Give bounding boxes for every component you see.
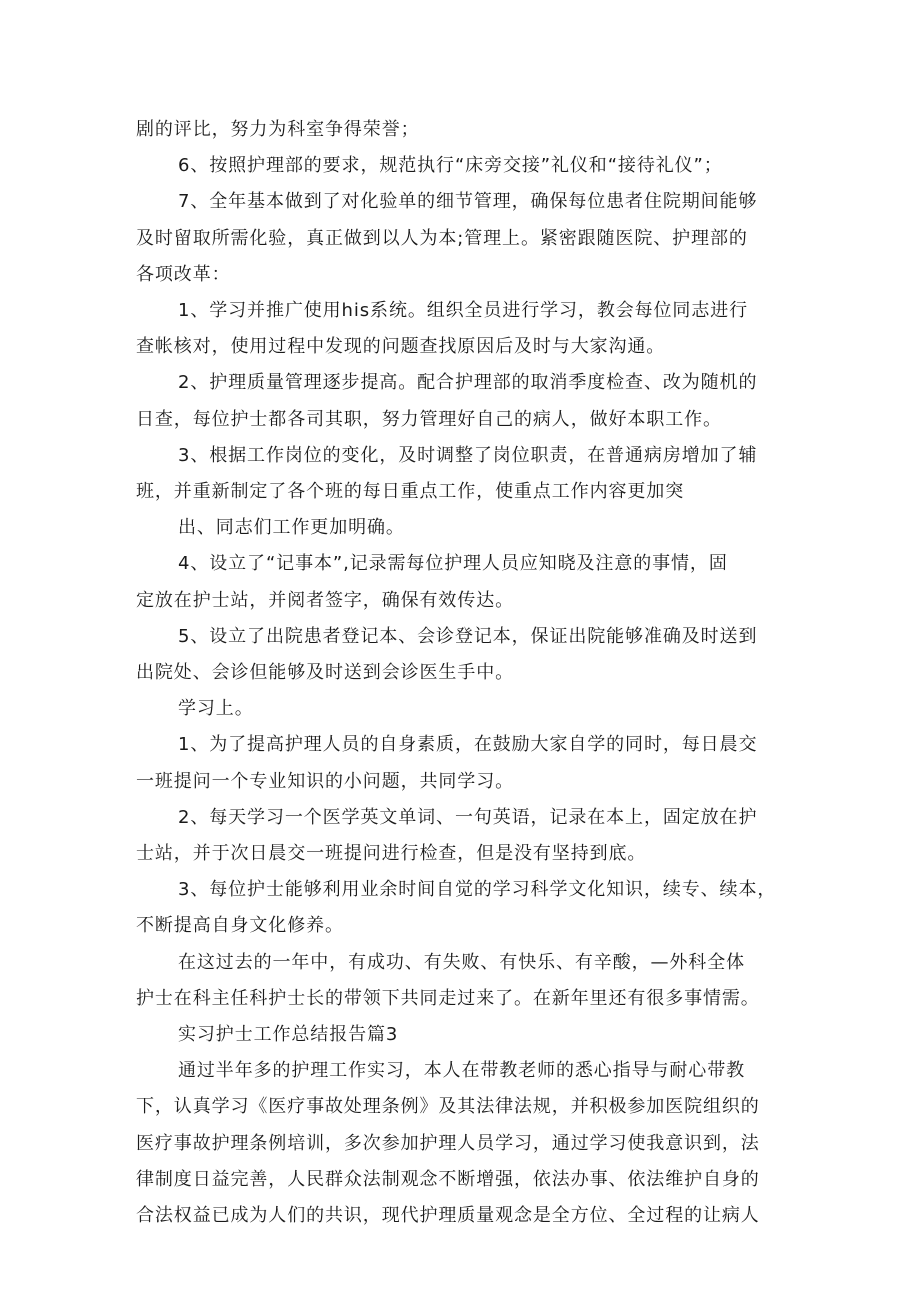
text-line: 各项改革：	[136, 263, 231, 285]
document-body	[136, 112, 796, 1234]
text-line: 5、设立了出院患者登记本、会诊登记本，保证出院能够准确及时送到	[178, 625, 758, 647]
text-line: 律制度日益完善，人民群众法制观念不断增强，依法办事、依法维护自身的	[136, 1168, 760, 1190]
text-line: 2、护理质量管理逐步提高。配合护理部的取消季度检查、改为随机的	[178, 372, 758, 394]
text-line: 3、每位护士能够利用业余时间自觉的学习科学文化知识，续专、续本，	[178, 879, 777, 901]
text-line: 士站，并于次日晨交一班提问进行检查，但是没有坚持到底。	[136, 843, 647, 865]
text-line: 7、全年基本做到了对化验单的细节管理，确保每位患者住院期间能够	[178, 191, 758, 213]
text-line: 2、每天学习一个医学英文单词、一句英语，记录在本上，固定放在护	[178, 806, 758, 828]
text-line: 在这过去的一年中，有成功、有失败、有快乐、有辛酸，—外科全体	[178, 951, 745, 973]
text-line: 剧的评比，努力为科室争得荣誉；	[136, 119, 420, 140]
text-line: 班，并重新制定了各个班的每日重点工作，使重点工作内容更加突	[136, 481, 685, 503]
text-line: 下，认真学习《医疗事故处理条例》及其法律法规，并积极参加医院组织的	[136, 1096, 760, 1118]
text-line: 6、按照护理部的要求，规范执行“床旁交接”礼仪和“接待礼仪”；	[178, 155, 723, 177]
text-line: 3、根据工作岗位的变化，及时调整了岗位职责，在普通病房增加了辅	[178, 444, 758, 466]
text-line: 日查，每位护士都各司其职，努力管理好自己的病人，做好本职工作。	[136, 408, 722, 430]
text-line: 一班提问一个专业知识的小问题，共同学习。	[136, 770, 514, 792]
text-line: 实习护士工作总结报告篇3	[178, 1024, 399, 1046]
text-line: 1、为了提高护理人员的自身素质，在鼓励大家自学的同时，每日晨交	[178, 734, 758, 756]
text-line: 4、设立了“记事本”,记录需每位护理人员应知晓及注意的事情，固	[178, 553, 728, 575]
text-line: 出、同志们工作更加明确。	[178, 517, 405, 539]
text-line: 定放在护士站，并阅者签字，确保有效传达。	[136, 589, 514, 611]
text-line: 查帐核对，使用过程中发现的问题查找原因后及时与大家沟通。	[136, 336, 666, 358]
text-line: 1、学习并推广使用his系统。组织全员进行学习，教会每位同志进行	[178, 300, 749, 322]
text-line: 医疗事故护理条例培训，多次参加护理人员学习，通过学习使我意识到，法	[136, 1132, 760, 1154]
text-line: 合法权益已成为人们的共识，现代护理质量观念是全方位、全过程的让病人	[136, 1205, 760, 1227]
text-line: 不断提高自身文化修养。	[136, 915, 344, 937]
text-line: 及时留取所需化验，真正做到以人为本;管理上。紧密跟随医院、护理部的	[136, 227, 748, 249]
text-line: 通过半年多的护理工作实习，本人在带教老师的悉心指导与耐心带教	[178, 1060, 745, 1082]
text-line: 护士在科主任科护士长的带领下共同走过来了。在新年里还有很多事情需。	[136, 987, 760, 1009]
text-line: 学习上。	[178, 698, 254, 720]
text-line: 出院处、会诊但能够及时送到会诊医生手中。	[136, 662, 514, 684]
